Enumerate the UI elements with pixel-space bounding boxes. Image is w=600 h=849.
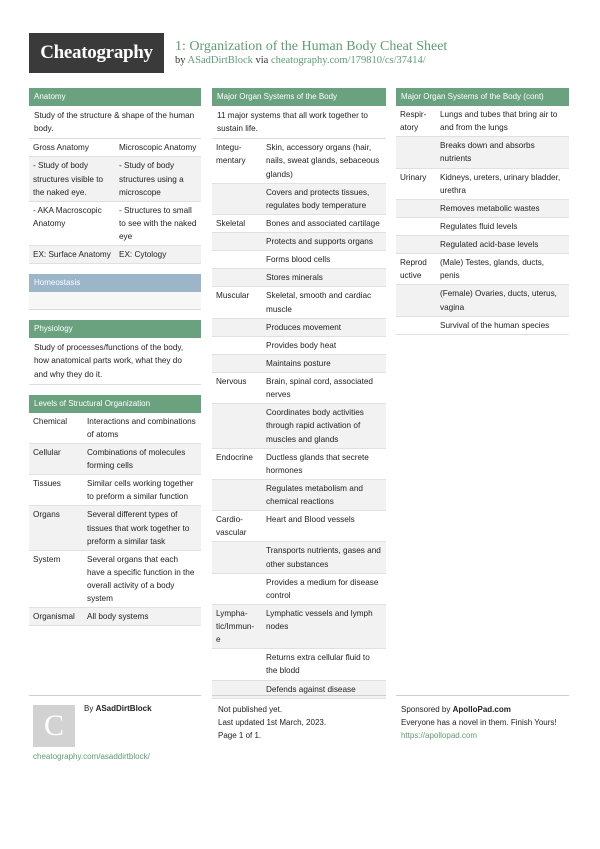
by-text: By: [84, 704, 96, 713]
author-profile-link[interactable]: cheatography.com/asaddirtblock/: [33, 752, 150, 761]
section-heading: Homeostasis: [29, 274, 201, 292]
row-label: System: [33, 554, 61, 564]
table-row: [29, 551, 201, 609]
row-label: [212, 574, 262, 604]
table-row: [212, 449, 386, 480]
sponsor-link[interactable]: https://apollopad.com: [401, 731, 478, 741]
table-row: [212, 287, 386, 318]
row-value: Transports nutrients, gases and other substances: [266, 546, 381, 569]
row-value: Provides a medium for disease control: [266, 577, 379, 600]
cell: Gross Anatomy: [33, 143, 89, 153]
row-value: Skeletal, smooth and cardiac muscle: [266, 291, 372, 314]
footer-divider: [396, 695, 569, 696]
sponsor-info: [401, 703, 566, 743]
levels-section: [29, 395, 201, 627]
row-value: Kidneys, ureters, urinary bladder, urethra: [440, 172, 561, 195]
table-row: [396, 106, 569, 137]
sponsor-tagline: Everyone has a novel in them. Finish Yours!: [401, 718, 557, 728]
row-label: Respir-atory: [400, 110, 427, 133]
row-value: Defends against disease: [266, 684, 356, 694]
footer-divider: [212, 695, 386, 696]
row-value: (Male) Testes, glands, ducts, penis: [440, 258, 545, 281]
row-label: Muscular: [216, 291, 250, 301]
row-label: Nervous: [216, 377, 247, 386]
row-label: Tissues: [33, 479, 61, 489]
section-description: 11 major systems that all work together to sustain life.: [212, 106, 386, 139]
row-value: Provides body heat: [266, 340, 337, 350]
row-value: Regulates fluid levels: [440, 221, 518, 231]
row-label: Cardio-vascular: [216, 515, 247, 538]
table-row: [396, 317, 569, 335]
table-row: [29, 413, 201, 444]
table-row: [212, 319, 386, 337]
table-row: [29, 475, 201, 506]
last-updated: Last updated 1st March, 2023.: [218, 718, 327, 728]
row-label: [212, 355, 262, 372]
table-row: [212, 251, 386, 269]
row-label: Endocrine: [216, 452, 253, 462]
table-row: [29, 202, 201, 246]
table-row: [212, 233, 386, 251]
organ-systems-section: [212, 88, 386, 699]
cell: Microscopic Anatomy: [119, 143, 197, 153]
cell: - AKA Macroscopic Anatomy: [33, 205, 102, 228]
row-value: Produces movement: [266, 322, 342, 332]
empty-section-body: [29, 292, 201, 310]
cell: - Study of body structures using a microscope: [119, 161, 184, 197]
author-name-link[interactable]: ASadDirtBlock: [95, 704, 152, 713]
published-status: Not published yet.: [218, 705, 283, 714]
row-value: Covers and protects tissues, regulates body temperature: [266, 187, 370, 210]
physiology-section: [29, 320, 201, 384]
column-3: [396, 88, 569, 345]
cell: EX: Surface Anatomy: [33, 250, 111, 260]
table-row: [396, 218, 569, 236]
row-value: Returns extra cellular fluid to the blodd: [266, 653, 370, 676]
via-text: via: [252, 55, 271, 66]
section-heading: Major Organ Systems of the Body: [212, 88, 386, 106]
organ-systems-cont-section: [396, 88, 569, 335]
row-label: [396, 236, 436, 253]
table-row: [212, 480, 386, 511]
table-row: [212, 511, 386, 542]
row-value: Several different types of tissues that work together to preform a similar task: [87, 510, 190, 546]
row-value: Breaks down and absorbs nutrients: [440, 141, 535, 164]
row-label: [212, 319, 262, 336]
column-1: [29, 88, 201, 636]
table-row: [212, 215, 386, 233]
row-value: Several organs that each have a specific function in the overall activity of a body system: [87, 554, 195, 604]
section-heading: Levels of Structural Organization: [29, 395, 201, 413]
row-value: Stores minerals: [266, 273, 323, 283]
row-label: Lympha-tic/Immun-e: [216, 608, 255, 645]
row-value: All body systems: [87, 612, 149, 622]
table-row: [212, 269, 386, 287]
table-row: [212, 605, 386, 649]
row-label: Chemical: [33, 416, 68, 426]
section-heading: Major Organ Systems of the Body (cont): [396, 88, 569, 106]
author-credit: [84, 703, 152, 716]
row-label: Integu-mentary: [216, 143, 246, 166]
table-row: [396, 169, 569, 200]
table-row: [396, 236, 569, 254]
section-description: Study of the structure & shape of the human body.: [29, 106, 201, 139]
footer-divider: [29, 695, 201, 696]
table-row: [212, 404, 386, 448]
table-row: [212, 574, 386, 605]
row-value: Regulates metabolism and chemical reactions: [266, 483, 363, 506]
cell: - Structures to small to see with the naked eye: [119, 205, 197, 241]
sponsor-name[interactable]: ApolloPad.com: [452, 705, 511, 714]
row-value: Lungs and tubes that bring air to and from the lungs: [440, 110, 558, 133]
table-row: [29, 444, 201, 475]
row-value: (Female) Ovaries, ducts, uterus, vagina: [440, 289, 557, 312]
byline: [175, 53, 426, 70]
by-prefix: by: [175, 55, 188, 66]
column-2: [212, 88, 386, 709]
row-label: [212, 233, 262, 250]
row-value: Maintains posture: [266, 358, 331, 368]
table-row: [396, 200, 569, 218]
row-label: [396, 137, 436, 167]
row-label: [212, 337, 262, 354]
page-count: Page 1 of 1.: [218, 731, 262, 741]
table-row: [29, 506, 201, 550]
table-row: [396, 285, 569, 316]
sponsor-line: [401, 703, 566, 716]
row-label: [212, 269, 262, 286]
cell: EX: Cytology: [119, 250, 167, 260]
table-row: [396, 254, 569, 285]
section-heading: Physiology: [29, 320, 201, 338]
row-label: Cellular: [33, 447, 61, 457]
row-label: [212, 404, 262, 447]
row-value: Regulated acid-base levels: [440, 240, 539, 249]
row-label: [212, 480, 262, 510]
row-value: Interactions and combinations of atoms: [87, 416, 196, 439]
table-row: [212, 649, 386, 680]
author-link[interactable]: ASadDirtBlock: [187, 55, 253, 66]
cell: - Study of body structures visible to the naked eye.: [33, 161, 104, 197]
row-label: [396, 218, 436, 235]
row-label: [212, 184, 262, 214]
publish-info: [218, 703, 326, 743]
row-value: Brain, spinal cord, associated nerves: [266, 377, 373, 400]
table-row: [212, 542, 386, 573]
row-label: [212, 542, 262, 572]
row-value: Coordinates body activities through rapid activation of muscles and glands: [266, 408, 364, 444]
row-label: [396, 317, 436, 334]
page-title: 1: Organization of the Human Body Cheat Sheet: [175, 39, 448, 54]
row-value: Forms blood cells: [266, 255, 331, 265]
row-label: Skeletal: [216, 218, 246, 228]
row-label: [396, 200, 436, 217]
row-label: Reprod uctive: [400, 258, 427, 281]
row-value: Combinations of molecules forming cells: [87, 447, 186, 470]
row-value: Survival of the human species: [440, 320, 550, 330]
section-description: Study of processes/functions of the body, how anatomical parts work, what they do and why they do it.: [29, 338, 201, 384]
table-row: [29, 157, 201, 201]
row-label: Organismal: [33, 612, 75, 622]
table-row: [212, 373, 386, 404]
table-row: [29, 139, 201, 157]
row-value: Similar cells working together to preform a similar function: [87, 479, 194, 502]
row-value: Ductless glands that secrete hormones: [266, 452, 369, 475]
table-row: [396, 137, 569, 168]
table-row: [29, 608, 201, 626]
row-value: Heart and Blood vessels: [266, 515, 355, 525]
table-row: [29, 246, 201, 264]
section-heading: Anatomy: [29, 88, 201, 106]
cheatography-logo[interactable]: Cheatography: [29, 33, 164, 73]
anatomy-section: [29, 88, 201, 264]
author-avatar[interactable]: C: [33, 705, 75, 747]
table-row: [212, 139, 386, 183]
table-row: [212, 337, 386, 355]
table-row: [212, 184, 386, 215]
row-value: Lymphatic vessels and lymph nodes: [266, 608, 373, 631]
row-value: Removes metabolic wastes: [440, 203, 540, 213]
row-value: Protects and supports organs: [266, 237, 373, 246]
table-row: [212, 355, 386, 373]
row-label: [212, 251, 262, 268]
homeostasis-section: [29, 274, 201, 310]
row-label: Urinary: [400, 172, 427, 182]
row-value: Skin, accessory organs (hair, nails, sweat glands, sebaceous glands): [266, 143, 380, 179]
sponsor-prefix: Sponsored by: [401, 705, 453, 714]
row-label: [396, 285, 436, 315]
row-value: Bones and associated cartilage: [266, 218, 380, 228]
row-label: [212, 649, 262, 679]
sheet-url-link[interactable]: cheatography.com/179810/cs/37414/: [270, 55, 426, 66]
row-label: Organs: [33, 510, 60, 520]
